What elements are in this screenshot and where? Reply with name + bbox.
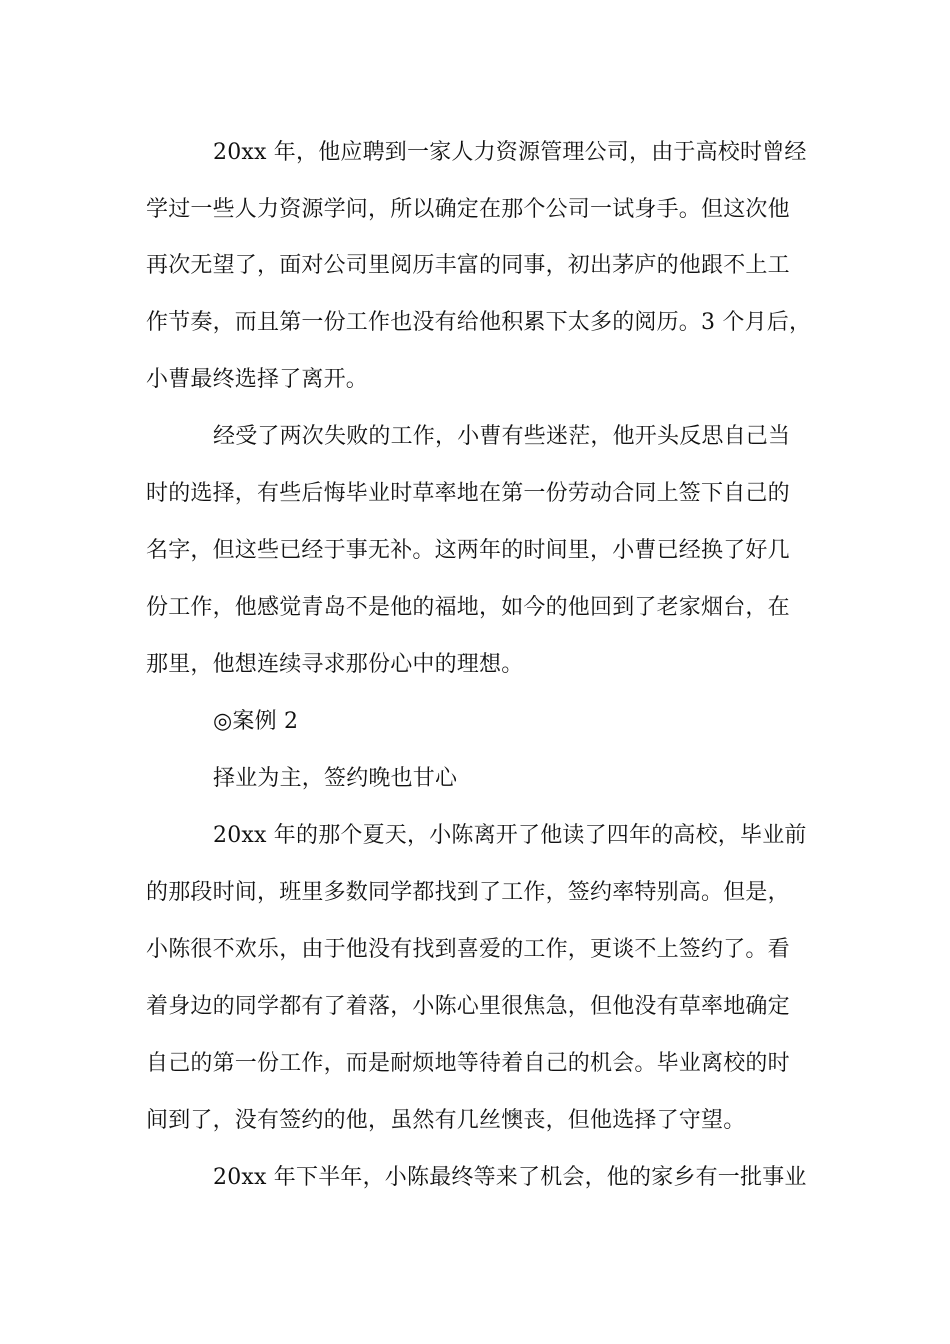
paragraph-line: 时的选择，有些后悔毕业时草率地在第一份劳动合同上签下自己的: [146, 481, 790, 506]
section-subtitle: 择业为主，签约晚也甘心: [213, 766, 458, 791]
paragraph-line: 20xx 年，他应聘到一家人力资源管理公司，由于高校时曾经: [213, 140, 807, 165]
case-heading: ◎案例 2: [213, 709, 299, 734]
paragraph-line: 份工作，他感觉青岛不是他的福地，如今的他回到了老家烟台，在: [146, 595, 790, 620]
paragraph-line: 20xx 年下半年，小陈最终等来了机会，他的家乡有一批事业: [213, 1165, 807, 1190]
paragraph-line: 名字，但这些已经于事无补。这两年的时间里，小曹已经换了好几: [146, 538, 790, 563]
paragraph-line: 作节奏，而且第一份工作也没有给他积累下太多的阅历。3 个月后，: [146, 310, 812, 335]
paragraph-line: 经受了两次失败的工作，小曹有些迷茫，他开头反思自己当: [213, 424, 791, 449]
paragraph-line: 间到了，没有签约的他，虽然有几丝懊丧，但他选择了守望。: [146, 1108, 746, 1133]
paragraph-line: 小曹最终选择了离开。: [146, 367, 369, 392]
paragraph-line: 着身边的同学都有了着落，小陈心里很焦急，但他没有草率地确定: [146, 994, 790, 1019]
paragraph-line: 小陈很不欢乐，由于他没有找到喜爱的工作，更谈不上签约了。看: [146, 937, 790, 962]
paragraph-line: 再次无望了，面对公司里阅历丰富的同事，初出茅庐的他跟不上工: [146, 253, 790, 278]
paragraph-line: 那里，他想连续寻求那份心中的理想。: [146, 652, 524, 677]
paragraph-line: 学过一些人力资源学问，所以确定在那个公司一试身手。但这次他: [146, 197, 790, 222]
paragraph-line: 自己的第一份工作，而是耐烦地等待着自己的机会。毕业离校的时: [146, 1051, 790, 1076]
paragraph-line: 20xx 年的那个夏天，小陈离开了他读了四年的高校，毕业前: [213, 823, 807, 848]
paragraph-line: 的那段时间，班里多数同学都找到了工作，签约率特别高。但是，: [146, 880, 790, 905]
